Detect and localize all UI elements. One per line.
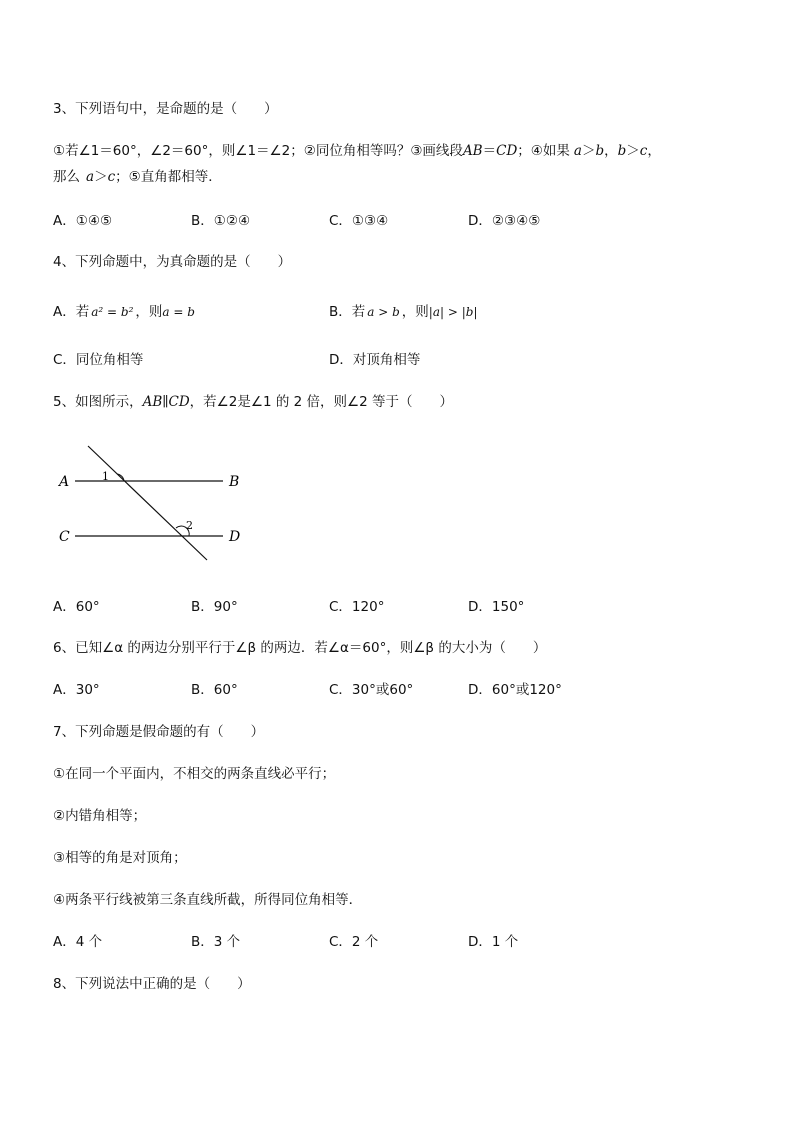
- q6-stem: 6、已知∠α 的两边分别平行于∠β 的两边．若∠α＝60°，则∠β 的大小为（ ）: [53, 640, 547, 656]
- q3-line2-text: 那么: [53, 169, 80, 185]
- transversal-line: [88, 446, 207, 560]
- q5-stem-var: AB∥CD: [142, 394, 190, 410]
- gt-sign: ＞: [581, 143, 596, 159]
- q5-stem-a: 5、如图所示，: [53, 394, 143, 410]
- q4-option-b-prefix: B．若: [329, 304, 366, 320]
- q7-item-2: ②内错角相等；: [53, 808, 147, 824]
- q5-stem-b: ，若∠2是∠1 的 2 倍，则∠2 等于（ ）: [189, 394, 453, 410]
- q3-statement-line2: [53, 167, 222, 187]
- q4-option-a-result: a = b: [162, 305, 195, 319]
- q7-option-d[interactable]: D．1 个: [468, 934, 519, 950]
- q8-stem: 8、下列说法中正确的是（ ）: [53, 976, 251, 992]
- q7-item-4: ④两条平行线被第三条直线所截，所得同位角相等．: [53, 892, 363, 908]
- comma: ，: [647, 143, 661, 159]
- q4-option-b-mid: ，则: [401, 304, 429, 320]
- q4-option-a[interactable]: [53, 302, 195, 322]
- point-a-label: A: [59, 474, 70, 490]
- q4-option-b-result: |a| > |b|: [428, 305, 478, 319]
- var-c: c: [107, 169, 116, 185]
- q5-option-b[interactable]: B．90°: [191, 599, 238, 615]
- angle-2-label: 2: [186, 519, 193, 532]
- q3-option-c[interactable]: C．①③④: [329, 213, 389, 229]
- gt-sign: ＞: [626, 143, 640, 159]
- q4-option-a-expr: a² = b²: [91, 305, 134, 319]
- var-c: c: [639, 143, 648, 159]
- q6-option-b[interactable]: B．60°: [191, 682, 238, 698]
- angle-1-label: 1: [102, 470, 109, 483]
- q4-stem: 4、下列命题中，为真命题的是（ ）: [53, 254, 292, 270]
- parallel-lines-figure: [55, 440, 255, 565]
- q3-stem: 3、下列语句中，是命题的是（ ）: [53, 101, 278, 117]
- q7-item-1: ①在同一个平面内，不相交的两条直线必平行；: [53, 766, 336, 782]
- q7-option-a[interactable]: A．4 个: [53, 934, 103, 950]
- var-ab: AB: [462, 143, 483, 159]
- point-d-label: D: [229, 529, 241, 545]
- point-c-label: C: [59, 529, 70, 545]
- var-cd: CD: [496, 143, 518, 159]
- q3-option-d[interactable]: D．②③④⑤: [468, 213, 541, 229]
- var-b: b: [617, 143, 627, 159]
- q3-option-a[interactable]: A．①④⑤: [53, 213, 113, 229]
- var-a: a: [86, 169, 95, 185]
- var-b: b: [595, 143, 605, 159]
- q7-option-c[interactable]: C．2 个: [329, 934, 379, 950]
- q4-option-d[interactable]: D．对顶角相等: [329, 352, 421, 368]
- q3-option-b[interactable]: B．①②④: [191, 213, 251, 229]
- q4-option-b[interactable]: [329, 302, 478, 322]
- q3-line1-text-b: ；④如果: [517, 143, 570, 159]
- q3-statement-line1: [53, 141, 661, 161]
- q7-option-b[interactable]: B．3 个: [191, 934, 241, 950]
- q4-option-a-mid: ，则: [135, 304, 163, 320]
- eq-sign: ＝: [482, 143, 497, 159]
- q6-option-a[interactable]: A．30°: [53, 682, 100, 698]
- q4-option-a-prefix: A．若: [53, 304, 90, 320]
- q5-option-d[interactable]: D．150°: [468, 599, 525, 615]
- q5-option-c[interactable]: C．120°: [329, 599, 385, 615]
- comma: ，: [604, 143, 618, 159]
- q3-line1-text: ①若∠1＝60°，∠2＝60°，则∠1＝∠2；②同位角相等吗？③画线段: [53, 143, 463, 159]
- gt-sign: ＞: [94, 169, 108, 185]
- q5-stem: [53, 392, 453, 412]
- var-a: a: [573, 143, 582, 159]
- q7-item-3: ③相等的角是对顶角；: [53, 850, 187, 866]
- q7-stem: 7、下列命题是假命题的有（ ）: [53, 724, 265, 740]
- q4-option-b-expr: a > b: [367, 305, 400, 319]
- q3-line2-text-b: ；⑤直角都相等．: [115, 169, 222, 185]
- q5-option-a[interactable]: A．60°: [53, 599, 100, 615]
- q6-option-d[interactable]: D．60°或120°: [468, 682, 562, 698]
- q6-option-c[interactable]: C．30°或60°: [329, 682, 414, 698]
- point-b-label: B: [229, 474, 240, 490]
- q4-option-c[interactable]: C．同位角相等: [53, 352, 144, 368]
